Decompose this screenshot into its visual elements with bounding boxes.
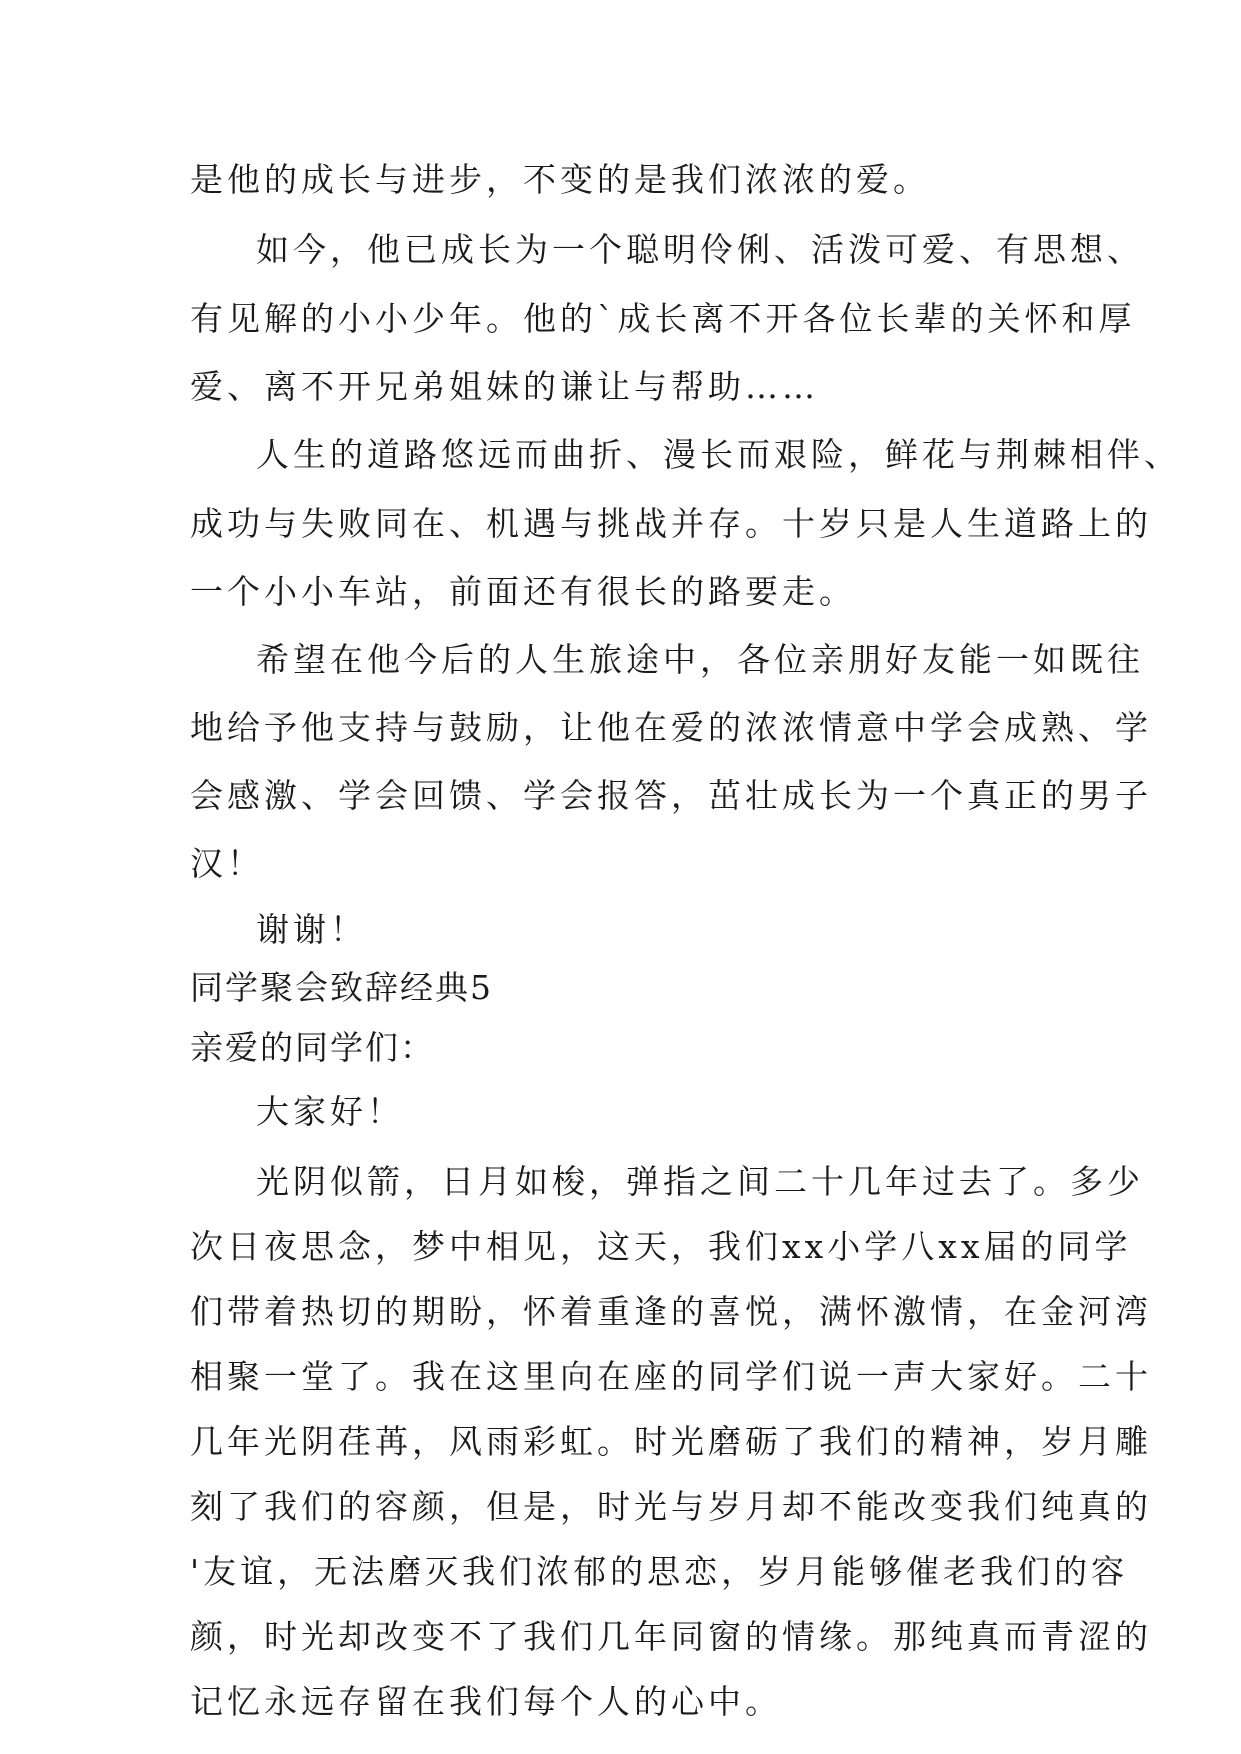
paragraph-line: 几年光阴荏苒，风雨彩虹。时光磨砺了我们的精神，岁月雕 (190, 1422, 1152, 1461)
paragraph-line: 记忆永远存留在我们每个人的心中。 (190, 1682, 782, 1721)
paragraph-line: 如今，他已成长为一个聪明伶俐、活泼可爱、有思想、 (256, 230, 1144, 269)
paragraph-line: 爱、离不开兄弟姐妹的谦让与帮助…… (190, 367, 819, 406)
paragraph-line: 地给予他支持与鼓励，让他在爱的浓浓情意中学会成熟、学 (190, 708, 1152, 747)
section-title: 同学聚会致辞经典5 (190, 968, 493, 1007)
salutation-line: 亲爱的同学们： (190, 1028, 435, 1067)
paragraph-line: 刻了我们的容颜，但是，时光与岁月却不能改变我们纯真的 (190, 1487, 1152, 1526)
paragraph-line: 们带着热切的期盼，怀着重逢的喜悦，满怀激情，在金河湾 (190, 1292, 1152, 1331)
paragraph-line: 相聚一堂了。我在这里向在座的同学们说一声大家好。二十 (190, 1357, 1152, 1396)
greeting-line: 大家好！ (256, 1092, 404, 1131)
paragraph-line: 次日夜思念，梦中相见，这天，我们xx小学八xx届的同学 (190, 1227, 1132, 1266)
paragraph-line: 人生的道路悠远而曲折、漫长而艰险，鲜花与荆棘相伴、 (256, 435, 1181, 474)
paragraph-line: 是他的成长与进步，不变的是我们浓浓的爱。 (190, 160, 930, 199)
paragraph-line: 光阴似箭，日月如梭，弹指之间二十几年过去了。多少 (256, 1162, 1144, 1201)
paragraph-line: '友谊，无法磨灭我们浓郁的思恋，岁月能够催老我们的容 (190, 1552, 1129, 1591)
paragraph-line: 汉！ (190, 844, 264, 883)
paragraph-line: 成功与失败同在、机遇与挑战并存。十岁只是人生道路上的 (190, 504, 1152, 543)
paragraph-line: 希望在他今后的人生旅途中，各位亲朋好友能一如既往 (256, 640, 1144, 679)
paragraph-line: 颜，时光却改变不了我们几年同窗的情缘。那纯真而青涩的 (190, 1617, 1152, 1656)
paragraph-line: 有见解的小小少年。他的`成长离不开各位长辈的关怀和厚 (190, 299, 1136, 338)
paragraph-line: 会感激、学会回馈、学会报答，茁壮成长为一个真正的男子 (190, 776, 1152, 815)
paragraph-line: 谢谢！ (256, 910, 367, 949)
paragraph-line: 一个小小车站，前面还有很长的路要走。 (190, 572, 856, 611)
